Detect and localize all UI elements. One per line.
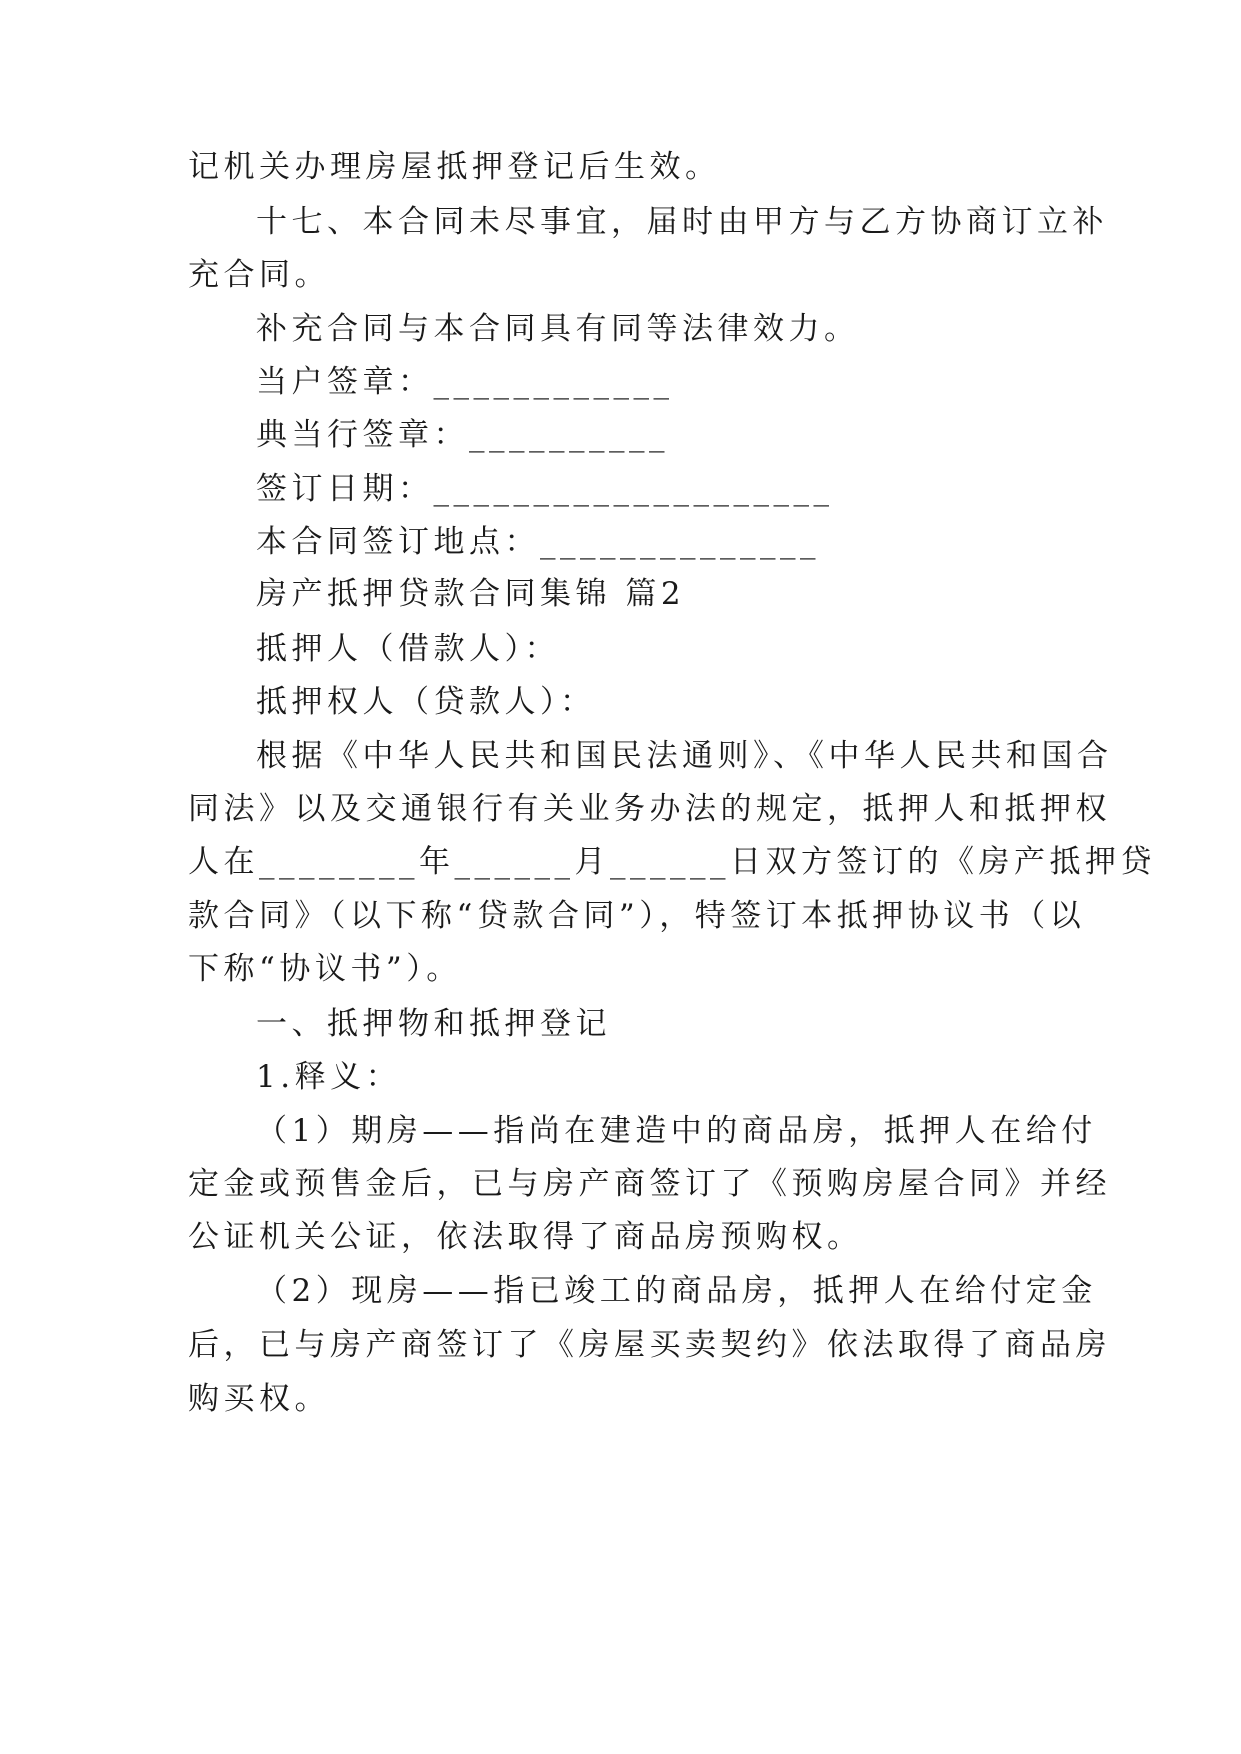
subsection-heading: 一、抵押物和抵押登记 bbox=[256, 1006, 611, 1042]
paragraph-line: （1）期房——指尚在建造中的商品房，抵押人在给付 bbox=[256, 1113, 1097, 1149]
paragraph-line: 记机关办理房屋抵押登记后生效。 bbox=[188, 149, 721, 185]
paragraph-line: 款合同》（以下称“贷款合同”），特签订本抵押协议书（以 bbox=[188, 898, 1086, 934]
paragraph-line: 公证机关公证，依法取得了商品房预购权。 bbox=[188, 1219, 863, 1255]
paragraph-line: 人在________年______月______日双方签订的《房产抵押贷 bbox=[188, 844, 1156, 880]
paragraph-line: 购买权。 bbox=[188, 1381, 330, 1417]
paragraph-line: （2）现房——指已竣工的商品房，抵押人在给付定金 bbox=[256, 1273, 1097, 1309]
paragraph-line: 根据《中华人民共和国民法通则》、《中华人民共和国合 bbox=[256, 738, 1113, 774]
mortgagor-field: 抵押人（借款人）： bbox=[256, 631, 560, 667]
paragraph-line: 充合同。 bbox=[188, 257, 330, 293]
pawnshop-signature-field: 典当行签章：__________ bbox=[256, 417, 669, 453]
paragraph-line: 同法》以及交通银行有关业务办法的规定，抵押人和抵押权 bbox=[188, 791, 1111, 827]
clause-17-line: 十七、本合同未尽事宜，届时由甲方与乙方协商订立补 bbox=[256, 204, 1108, 240]
definitions-heading: 1.释义： bbox=[256, 1059, 402, 1095]
pawner-signature-field: 当户签章：____________ bbox=[256, 364, 674, 400]
paragraph-line: 定金或预售金后，已与房产商签订了《预购房屋合同》并经 bbox=[188, 1166, 1111, 1202]
paragraph-line: 后，已与房产商签订了《房屋买卖契约》依法取得了商品房 bbox=[188, 1327, 1111, 1363]
signing-date-field: 签订日期：____________________ bbox=[256, 471, 834, 507]
signing-place-field: 本合同签订地点：______________ bbox=[256, 524, 820, 560]
paragraph-line: 下称“协议书”）。 bbox=[188, 951, 462, 987]
mortgagee-field: 抵押权人（贷款人）： bbox=[256, 684, 596, 720]
section-heading: 房产抵押贷款合同集锦 篇2 bbox=[256, 576, 686, 612]
paragraph-line: 补充合同与本合同具有同等法律效力。 bbox=[256, 311, 860, 347]
